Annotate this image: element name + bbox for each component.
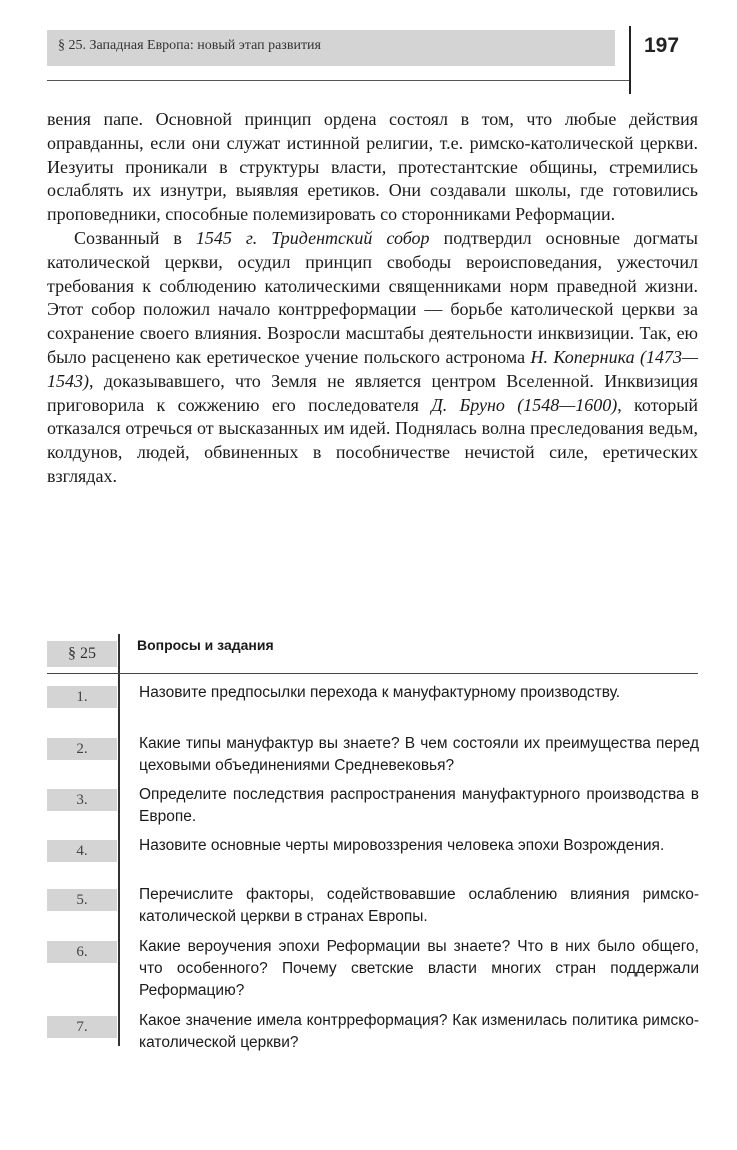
question-text-3: Определите последствия распространения мануфактурного производства в Европе. — [139, 786, 699, 825]
question-number-1: 1. — [47, 686, 117, 708]
question-text-6: Какие вероучения эпохи Реформации вы знаете? Что в них было общего, что особенного? Почему светские власти многих стран поддержали Реформацию? — [139, 938, 699, 999]
paragraph-1: вения папе. Основной принцип ордена состоял в том, что любые действия оправданны, если они служат истинной религии, т.е. римско-католической церкви. Иезуиты проникали в структуры власти, протестантские общины, стремились ослаблять их изнутри, выявляя еретиков. Они создавали школы, где готовились проповедники, способные полемизировать со сторонниками Реформации. — [47, 109, 698, 225]
p2-emphasis-copernicus: Н. Коперника (1473—1543) — [47, 346, 698, 391]
question-number-4: 4. — [47, 840, 117, 862]
questions-heading: Вопросы и задания — [137, 637, 274, 653]
p2-text-2: подтвердил основные догматы католической церкви, осудил принцип свободы вероисповедания, ужесточил требования к соблюдению католическими священниками норм праведной жизни. Этот собор положил начало контрреформации — борьбе католической церкви за сохранение своего влияния. Возросли масштабы деятельности инквизиции. Так, ею было расценено как еретическое учение польского астронома — [47, 227, 699, 367]
body-text — [47, 108, 698, 489]
question-text-5: Перечислите факторы, содействовавшие ослаблению влияния римско-католической церкви в странах Европы. — [139, 886, 699, 925]
p2-text-4: , который отказался отречься от высказанных им идей. Поднялась волна преследования ведьм, колдунов, людей, обвиненных в пособничестве нечистой силе, еретических взглядах. — [47, 394, 699, 486]
header-rule — [47, 80, 629, 81]
running-title: § 25. Западная Европа: новый этап развития — [58, 38, 321, 53]
question-number-7: 7. — [47, 1016, 117, 1038]
paragraph-2 — [47, 227, 698, 489]
question-text-7: Какое значение имела контрреформация? Как изменилась политика римско-католической церкви? — [139, 1012, 699, 1051]
p2-text-1: Созванный в — [74, 227, 196, 248]
p2-emphasis-council: 1545 г. Тридентский собор — [195, 227, 430, 248]
question-number-2: 2. — [47, 738, 117, 760]
p2-emphasis-bruno: Д. Бруно (1548—1600) — [431, 394, 618, 415]
question-text-2: Какие типы мануфактур вы знаете? В чем состояли их преимущества перед цеховыми объединениями Средневековья? — [139, 735, 699, 774]
question-text-1: Назовите предпосылки перехода к мануфактурному производству. — [139, 684, 621, 701]
question-number-3: 3. — [47, 789, 117, 811]
question-number-5: 5. — [47, 889, 117, 911]
p2-text-3: , доказывавшего, что Земля не является центром Вселенной. Инквизиция приговорила к сожжению его последователя — [47, 370, 698, 415]
question-number-6: 6. — [47, 941, 117, 963]
questions-divider — [118, 634, 120, 1046]
page-number: 197 — [644, 34, 680, 57]
questions-rule — [47, 673, 698, 674]
questions-section-label: § 25 — [47, 641, 117, 667]
question-text-4: Назовите основные черты мировоззрения человека эпохи Возрождения. — [139, 837, 665, 854]
header-divider — [629, 26, 631, 94]
